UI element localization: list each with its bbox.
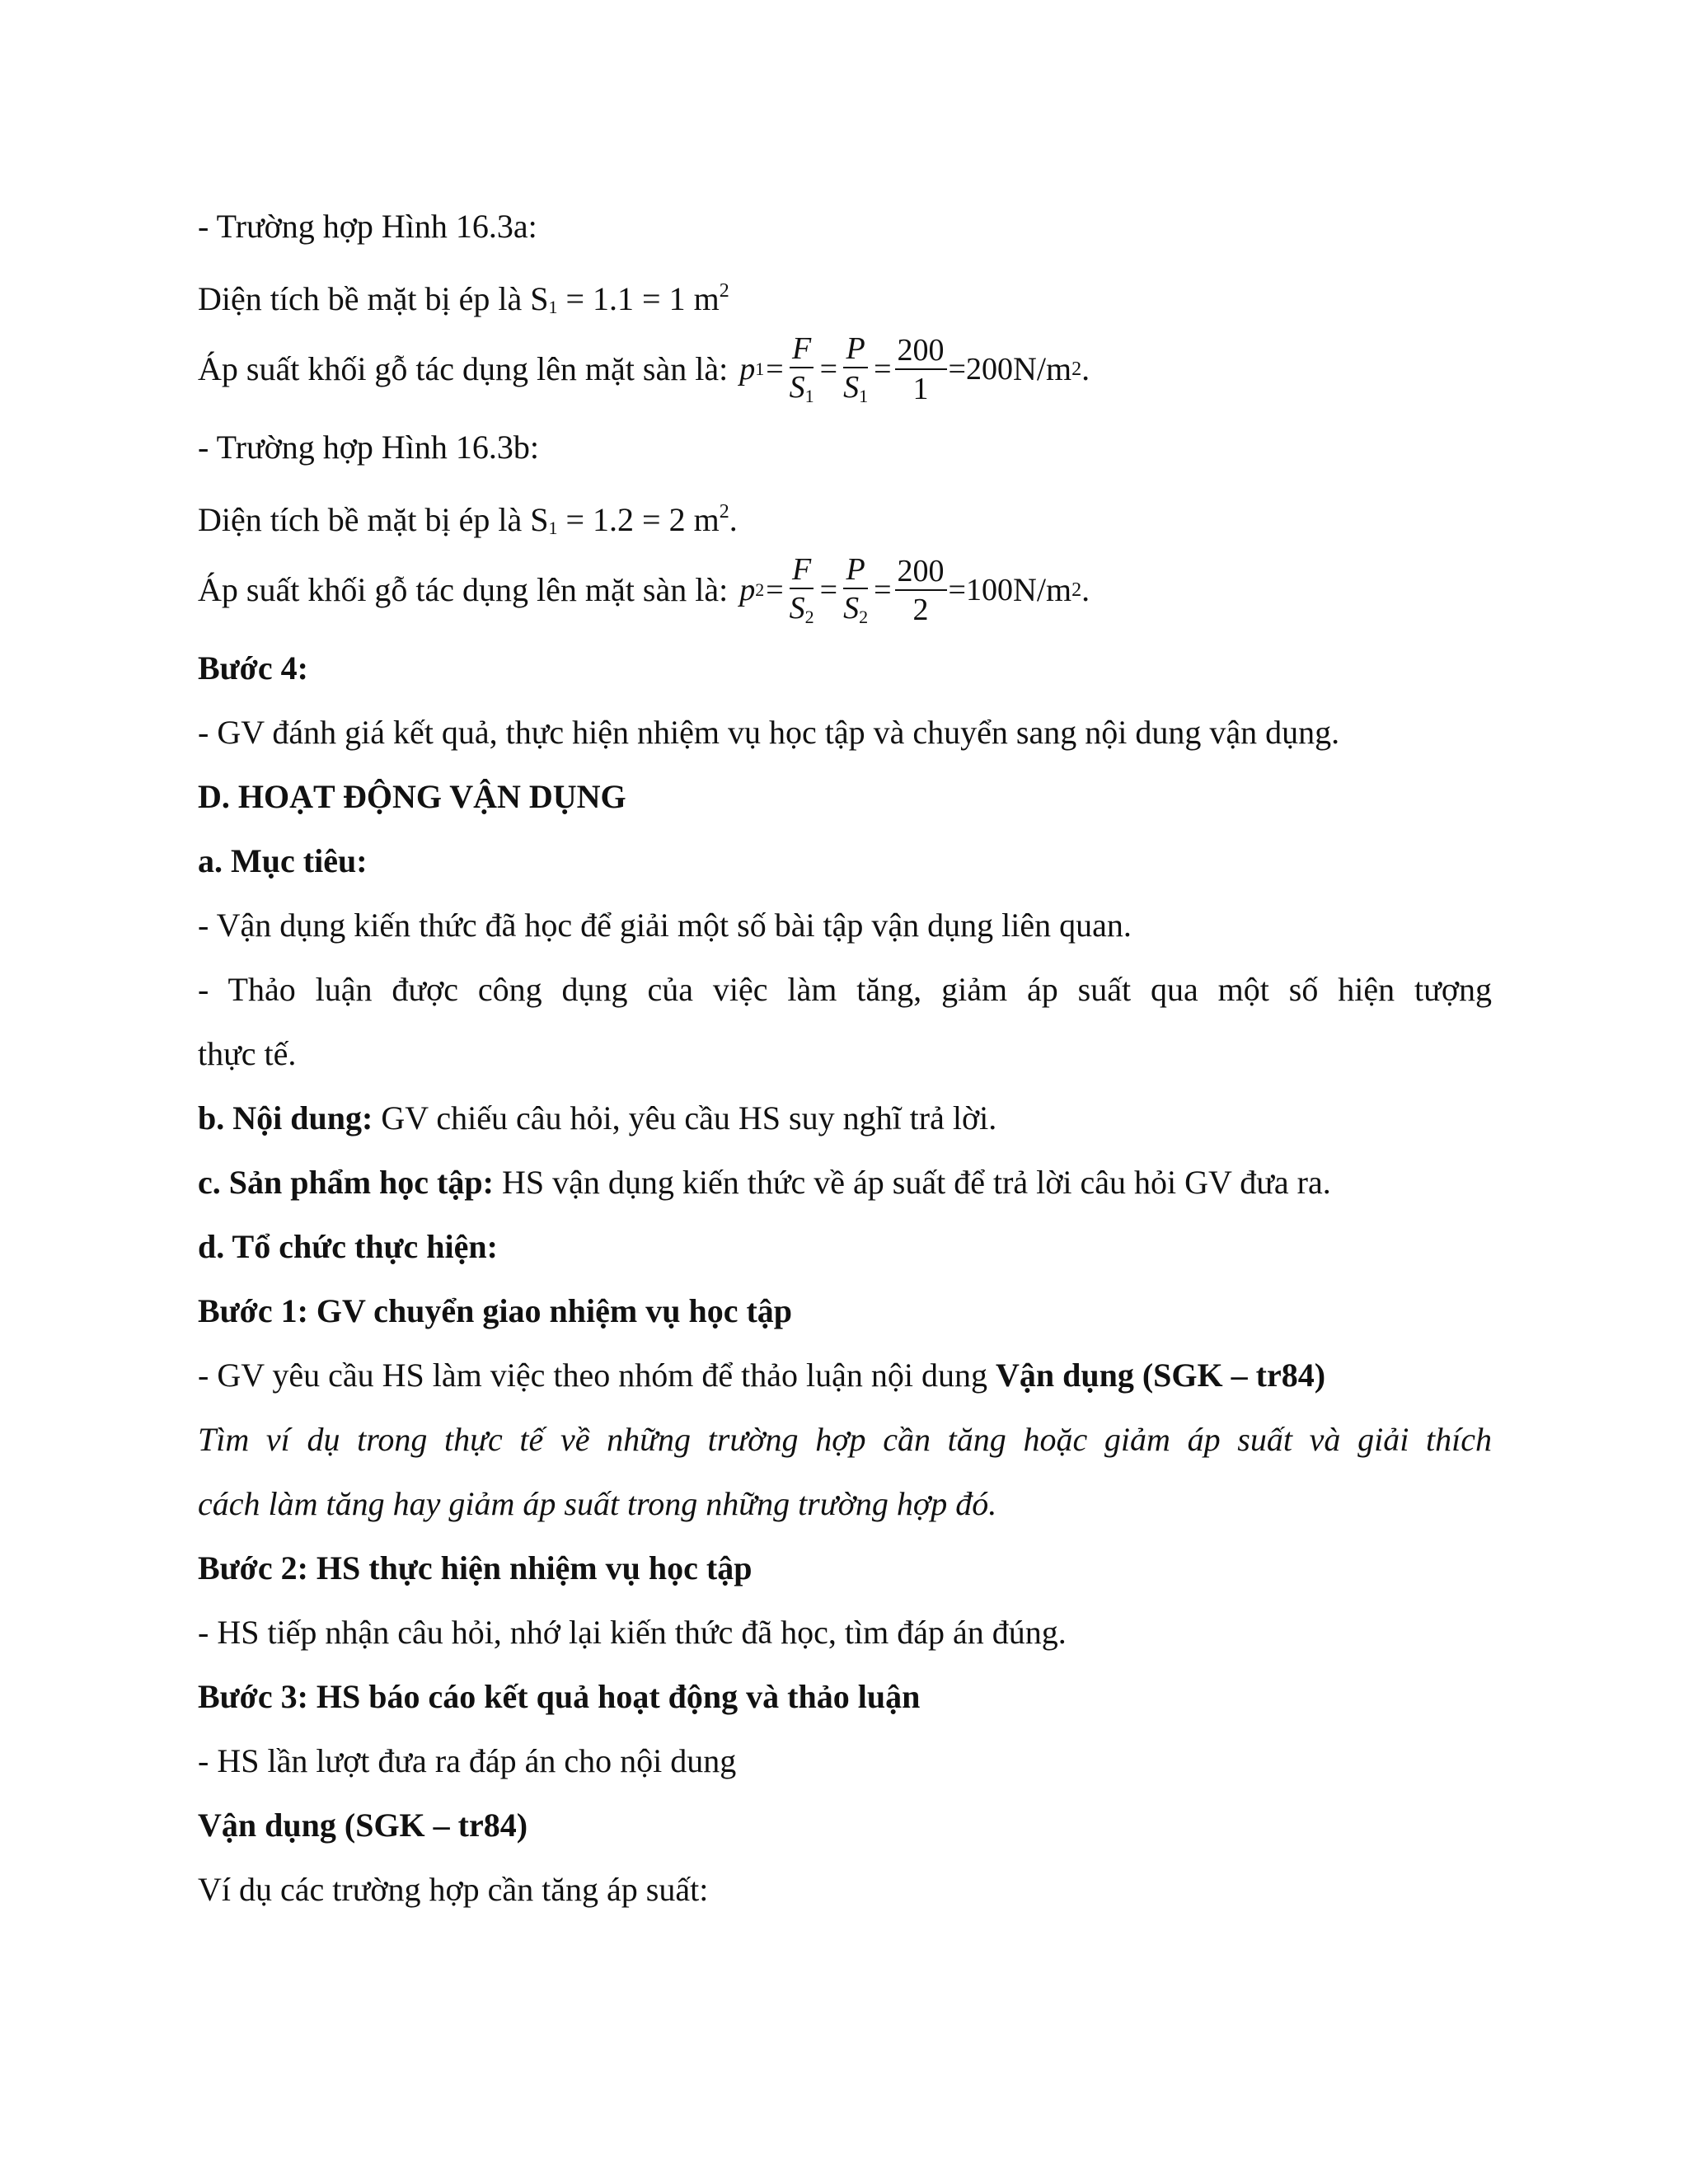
formula-a-unit-sup: 2 <box>1071 359 1082 380</box>
fraction-b-1-den: S <box>789 591 805 626</box>
product-line <box>198 1151 1492 1215</box>
content-line <box>198 1086 1492 1151</box>
formula-a-end: . <box>1081 350 1090 387</box>
formula-b-p: p <box>739 573 756 607</box>
step-2-heading: Bước 2: HS thực hiện nhiệm vụ học tập <box>198 1549 753 1586</box>
objective-item-2: - Thảo luận được công dụng của việc làm tăng, giảm áp suất qua một số hiện tượng <box>198 971 1492 1008</box>
organize-heading: d. Tổ chức thực hiện: <box>198 1228 498 1265</box>
formula-a-unit: N/m <box>1012 350 1072 387</box>
formula-a-result: =200 <box>948 352 1013 387</box>
fraction-b-3-num: 200 <box>895 555 947 591</box>
fraction-b-3-den: 2 <box>912 592 929 627</box>
objective-heading: a. Mục tiêu: <box>198 842 368 879</box>
step-3-text: - HS lần lượt đưa ra đáp án cho nội dung <box>198 1742 737 1779</box>
step-1-text-plain: - GV yêu cầu HS làm việc theo nhóm để thảo luận nội dung <box>198 1357 996 1394</box>
step-1-text <box>198 1343 1492 1408</box>
pressure-a-text: Áp suất khối gỗ tác dụng lên mặt sàn là: <box>198 350 729 387</box>
fraction-a-2-den-sub: 1 <box>859 386 869 406</box>
step-1-text-bold: Vận dụng (SGK – tr84) <box>995 1357 1326 1394</box>
content-text: GV chiếu câu hỏi, yêu cầu HS suy nghĩ trả lời. <box>373 1099 997 1137</box>
content-label: b. Nội dung: <box>198 1099 373 1137</box>
fraction-a-1-den-sub: 1 <box>804 386 814 406</box>
fraction-a-2 <box>841 333 870 405</box>
area-a-sup: 2 <box>719 280 729 302</box>
formula-b-result: =100 <box>948 573 1013 607</box>
fraction-b-1 <box>787 554 817 626</box>
step-2-text: - HS tiếp nhận câu hỏi, nhớ lại kiến thức đã học, tìm đáp án đúng. <box>198 1614 1067 1651</box>
case-a-heading: - Trường hợp Hình 16.3a: <box>198 208 537 245</box>
pressure-b-text: Áp suất khối gỗ tác dụng lên mặt sàn là: <box>198 571 729 608</box>
formula-b-unit-sup: 2 <box>1071 579 1082 601</box>
fraction-b-2-num: P <box>843 554 867 589</box>
document-page <box>198 194 1492 1922</box>
area-b-end: . <box>729 501 738 538</box>
example-intro: Ví dụ các trường hợp cần tăng áp suất: <box>198 1871 709 1908</box>
area-b-equation: = 1.2 = 2 m <box>557 501 720 538</box>
area-b-sub: 1 <box>548 518 558 538</box>
step-4-text: - GV đánh giá kết quả, thực hiện nhiệm vụ học tập và chuyển sang nội dung vận dụng. <box>198 714 1340 751</box>
area-a-equation: = 1.1 = 1 m <box>557 280 720 317</box>
fraction-a-1 <box>787 333 817 405</box>
pressure-b-line <box>198 544 1492 636</box>
apply-heading: Vận dụng (SGK – tr84) <box>198 1807 528 1844</box>
fraction-a-3-den: 1 <box>912 371 929 406</box>
question-line-2: cách làm tăng hay giảm áp suất trong những trường hợp đó. <box>198 1485 997 1522</box>
step-4-heading: Bước 4: <box>198 649 308 687</box>
step-3-heading: Bước 3: HS báo cáo kết quả hoạt động và thảo luận <box>198 1678 921 1715</box>
area-b-line <box>198 480 1492 544</box>
fraction-a-3-num: 200 <box>895 335 947 370</box>
fraction-b-2-den: S <box>843 591 860 626</box>
formula-b-end: . <box>1081 571 1090 608</box>
area-a-sub: 1 <box>548 297 558 317</box>
fraction-b-2 <box>841 554 870 626</box>
product-label: c. Sản phẩm học tập: <box>198 1164 494 1201</box>
step-1-heading: Bước 1: GV chuyển giao nhiệm vụ học tập <box>198 1292 793 1329</box>
fraction-a-2-num: P <box>843 333 867 368</box>
fraction-a-3 <box>895 332 947 406</box>
pressure-a-line <box>198 323 1492 415</box>
fraction-b-3 <box>895 555 947 626</box>
fraction-a-1-num: F <box>790 333 814 368</box>
fraction-a-2-den: S <box>843 370 860 405</box>
formula-b-unit: N/m <box>1012 571 1072 608</box>
objective-item-2-cont: thực tế. <box>198 1035 297 1072</box>
formula-a-p-sub: 1 <box>755 359 765 379</box>
formula-a-p: p <box>739 352 756 387</box>
area-a-line <box>198 259 1492 323</box>
fraction-b-2-den-sub: 2 <box>859 607 869 627</box>
area-a-text: Diện tích bề mặt bị ép là S <box>198 280 549 317</box>
fraction-b-1-den-sub: 2 <box>804 607 814 627</box>
area-b-text: Diện tích bề mặt bị ép là S <box>198 501 549 538</box>
formula-b-p-sub: 2 <box>755 579 765 600</box>
case-b-heading: - Trường hợp Hình 16.3b: <box>198 429 540 466</box>
pressure-a-formula: p 1 = $\frac{F}{S1}$ = $\frac{P}{S1}$ = $\frac{200}{1}$ =200 <box>739 331 1013 406</box>
question-line-1: Tìm ví dụ trong thực tế về những trường hợp cần tăng hoặc giảm áp suất và giải thích <box>198 1421 1492 1458</box>
area-b-sup: 2 <box>719 501 729 523</box>
product-text: HS vận dụng kiến thức về áp suất để trả lời câu hỏi GV đưa ra. <box>493 1164 1331 1201</box>
fraction-a-1-den: S <box>789 370 805 405</box>
pressure-b-formula: p 2 = $\frac{F}{S2}$ = $\frac{P}{S2}$ = $\frac{200}{2}$ =100 <box>739 552 1013 627</box>
fraction-b-1-num: F <box>790 554 814 589</box>
objective-item-1: - Vận dụng kiến thức đã học để giải một số bài tập vận dụng liên quan. <box>198 907 1132 944</box>
section-d-heading: D. HOẠT ĐỘNG VẬN DỤNG <box>198 778 626 815</box>
